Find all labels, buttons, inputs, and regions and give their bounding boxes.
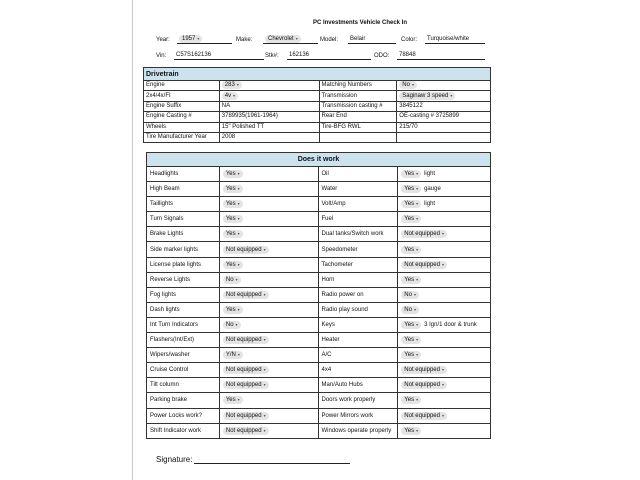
dropdown-chip[interactable] [223,306,243,314]
chevron-down-icon: ▾ [441,231,444,237]
works-row [147,302,491,317]
dropdown-value: 283 [224,82,235,89]
row-label: Oil [318,167,398,182]
row-label: Tire Manufacturer Year [144,132,220,142]
dropdown-value: Yes [404,321,415,328]
select-cell[interactable] [219,408,318,423]
stk-field[interactable]: 162136 [287,51,371,60]
dropdown-value: No [402,82,410,89]
color-label: Color: [401,37,418,43]
dropdown-value: Yes [404,352,415,359]
note-text: 3 Ign/1 door & trunk [424,321,477,328]
select-cell[interactable] [398,272,491,287]
dropdown-chip[interactable] [223,321,241,329]
drivetrain-row [144,91,491,101]
dropdown-chip[interactable] [401,215,421,223]
works-row [147,197,491,212]
select-cell[interactable] [398,333,491,348]
row-label: Engine Suffix [144,101,220,111]
dropdown-chip[interactable] [401,170,421,178]
select-cell[interactable] [397,91,491,101]
select-cell[interactable] [219,257,318,272]
select-cell[interactable] [219,242,318,257]
dropdown-value: Not equipped [225,427,262,434]
chevron-down-icon: ▾ [233,92,236,98]
row-label: Wipers/washer [147,348,220,363]
chevron-down-icon: ▾ [197,36,200,41]
row-label: Power Mirrors work [318,408,398,423]
works-row [147,423,491,438]
dropdown-chip[interactable] [223,427,269,435]
dropdown-chip[interactable] [223,366,269,374]
dropdown-value: Yes [225,186,236,193]
select-cell[interactable] [398,287,491,302]
chevron-down-icon: ▾ [441,382,444,388]
chevron-down-icon: ▾ [441,412,444,418]
select-cell[interactable] [219,212,318,227]
dropdown-chip[interactable] [222,81,242,89]
cell-text: OE-casting # 3725899 [399,113,460,120]
row-label: Rear End [319,112,397,122]
row-label: Windows operate properly [318,423,398,438]
dropdown-chip[interactable] [401,321,421,329]
chevron-down-icon: ▾ [237,261,240,267]
works-row [147,182,491,197]
row-label: Int Turn Indicators [147,317,220,332]
dropdown-value: Not equipped [404,231,440,238]
drivetrain-row [144,81,491,91]
row-label: Headlights [147,167,220,182]
cell-text: 215/70 [399,123,418,130]
select-cell[interactable] [398,363,491,378]
select-cell[interactable] [398,423,491,438]
chevron-down-icon: ▾ [416,216,419,222]
stk-label: Stk#: [265,53,279,59]
row-label: Transmission [319,91,397,101]
odo-field[interactable]: 78848 [397,51,485,60]
select-cell[interactable] [398,408,491,423]
dropdown-value: 4v [224,92,232,99]
dropdown-chip[interactable] [223,185,243,193]
page-left-edge [132,0,133,480]
text-cell [397,101,491,111]
does-it-work-heading: Does it work [147,153,491,167]
chevron-down-icon: ▾ [416,352,419,358]
make-value: Chevrolet [268,36,294,42]
dropdown-value: Yes [225,397,236,404]
vin-label: Vin: [156,53,167,59]
text-cell [397,122,491,132]
model-field[interactable]: Belair [348,35,396,44]
row-label: Transmission casting # [319,101,397,111]
row-label: Reverse Lights [147,272,220,287]
dropdown-value: Yes [225,231,236,238]
select-cell[interactable] [398,242,491,257]
dropdown-value: No [225,321,234,328]
dropdown-chip[interactable] [223,291,269,299]
chevron-down-icon: ▾ [263,367,266,373]
odo-label: ODO: [374,53,390,59]
dropdown-value: Yes [404,201,415,208]
chevron-down-icon: ▾ [416,337,419,343]
row-label: Cruise Control [147,363,220,378]
dropdown-chip[interactable] [223,215,243,223]
dropdown-value: Yes [225,216,236,223]
dropdown-value: No [225,276,234,283]
dropdown-value: Not equipped [225,412,262,419]
cell-text: 15" Polished TT [221,123,265,130]
dropdown-chip[interactable] [223,351,243,359]
dropdown-value: Not equipped [225,291,262,298]
select-cell[interactable] [398,167,491,182]
row-label: Doors work properly [318,393,398,408]
dropdown-value: Not equipped [404,261,440,268]
year-label: Year: [156,37,170,43]
dropdown-chip[interactable] [401,261,447,269]
dropdown-chip[interactable] [401,336,421,344]
dropdown-value: Yes [404,337,415,344]
note-text: light [424,201,436,208]
dropdown-chip[interactable] [223,170,243,178]
row-label: Radio play sound [318,302,398,317]
dropdown-value: Not equipped [225,337,262,344]
row-label: Matching Numbers [319,81,397,91]
select-cell[interactable] [219,363,318,378]
dropdown-value: Yes [404,171,415,178]
drivetrain-row [144,122,491,132]
chevron-down-icon: ▾ [416,427,419,433]
dropdown-chip[interactable] [223,246,269,254]
chevron-down-icon: ▾ [416,246,419,252]
color-field[interactable]: Turquoise/white [425,35,485,44]
dropdown-value: Not equipped [225,367,262,374]
select-cell[interactable] [398,257,491,272]
select-cell[interactable] [219,182,318,197]
row-label: Side marker lights [147,242,220,257]
drivetrain-table [143,67,491,143]
dropdown-value: Yes [404,427,415,434]
chevron-down-icon: ▾ [441,367,444,373]
chevron-down-icon: ▾ [416,171,419,177]
select-cell[interactable] [219,302,318,317]
cell-text: 3789935(1961-1964) [221,113,278,120]
dropdown-chip[interactable] [401,185,421,193]
dropdown-value: Yes [225,171,236,178]
dropdown-value: Yes [404,276,415,283]
chevron-down-icon: ▾ [416,397,419,403]
select-cell[interactable] [219,348,318,363]
dropdown-chip[interactable] [401,246,421,254]
dropdown-chip[interactable] [223,230,243,238]
dropdown-value: Yes [404,186,415,193]
chevron-down-icon: ▾ [416,276,419,282]
chevron-down-icon: ▾ [237,231,240,237]
row-label: 4x4 [318,363,398,378]
chevron-down-icon: ▾ [416,321,419,327]
chevron-down-icon: ▾ [413,291,416,297]
select-cell[interactable] [219,167,318,182]
chevron-down-icon: ▾ [263,337,266,343]
row-label: Heater [318,333,398,348]
dropdown-chip[interactable] [223,261,243,269]
dropdown-chip[interactable] [401,230,447,238]
select-cell[interactable] [219,287,318,302]
works-row [147,393,491,408]
row-label: Parking brake [147,393,220,408]
drivetrain-row [144,132,491,142]
select-cell[interactable] [219,333,318,348]
chevron-down-icon: ▾ [263,412,266,418]
dropdown-chip[interactable] [401,427,421,435]
select-cell[interactable] [398,393,491,408]
model-label: Model: [320,37,339,43]
row-label: Tilt column [147,378,220,393]
dropdown-value: Yes [404,246,415,253]
dropdown-value: No [404,306,412,313]
dropdown-chip[interactable] [401,291,419,299]
cell-text: 2008 [221,134,236,141]
year-value: 1957 [182,36,196,42]
signature-label: Signature: [156,455,193,464]
chevron-down-icon: ▾ [237,397,240,403]
dropdown-chip[interactable] [401,381,447,389]
select-cell[interactable] [219,393,318,408]
chevron-down-icon: ▾ [235,276,238,282]
works-row [147,272,491,287]
chevron-down-icon: ▾ [263,246,266,252]
row-label: License plate lights [147,257,220,272]
cell-text: NA [221,102,231,109]
row-label: Turn Signals [147,212,220,227]
row-label: Radio power on [318,287,398,302]
chevron-down-icon: ▾ [416,186,419,192]
chevron-down-icon: ▾ [237,216,240,222]
chevron-down-icon: ▾ [237,201,240,207]
select-cell[interactable] [398,302,491,317]
select-cell[interactable] [398,182,491,197]
chevron-down-icon: ▾ [450,92,453,98]
dropdown-value: Not equipped [404,382,440,389]
chevron-down-icon: ▾ [237,171,240,177]
row-label: Fuel [318,212,398,227]
chevron-down-icon: ▾ [235,321,238,327]
works-row [147,363,491,378]
row-label: Tachometer [318,257,398,272]
dropdown-value: Yes [225,306,236,313]
select-cell[interactable] [398,212,491,227]
row-label: 2x4/4x/FI [144,91,220,101]
row-label: Brake Lights [147,227,220,242]
select-cell[interactable] [219,227,318,242]
row-label: Fog lights [147,287,220,302]
dropdown-value: Saginaw 3 speed [402,92,449,99]
select-cell[interactable] [219,197,318,212]
select-cell[interactable] [397,81,491,91]
dropdown-chip[interactable] [223,276,241,284]
note-text: gauge [424,186,441,193]
signature-line[interactable] [194,456,350,464]
does-it-work-table [146,152,491,439]
row-label: Volt/Amp [318,197,398,212]
row-label: Tire-BFG RWL [319,122,397,132]
row-label: Keys [318,317,398,332]
row-label: Shift Indicator work [147,423,220,438]
chevron-down-icon: ▾ [237,306,240,312]
dropdown-value: Not equipped [404,367,440,374]
works-row [147,167,491,182]
works-row [147,408,491,423]
chevron-down-icon: ▾ [236,82,239,88]
works-row [147,317,491,332]
row-label: High Beam [147,182,220,197]
drivetrain-heading: Drivetrain [144,68,491,81]
chevron-down-icon: ▾ [263,291,266,297]
dropdown-chip[interactable] [223,336,269,344]
cell-text: 3845122 [399,102,423,109]
make-label: Make: [236,37,253,43]
select-cell[interactable] [398,317,491,332]
dropdown-value: Yes [404,216,415,223]
dropdown-value: Not equipped [225,382,262,389]
dropdown-chip[interactable] [223,381,269,389]
drivetrain-row [144,101,491,111]
works-row [147,333,491,348]
row-label: Speedometer [318,242,398,257]
select-cell[interactable] [219,423,318,438]
works-row [147,348,491,363]
text-cell [397,132,491,142]
select-cell[interactable] [398,348,491,363]
dropdown-value: Yes [225,261,236,268]
row-label: Engine Casting # [144,112,220,122]
row-label: Wheels [144,122,220,132]
chevron-down-icon: ▾ [263,427,266,433]
text-cell [219,112,319,122]
select-cell[interactable] [219,378,318,393]
dropdown-chip[interactable] [401,351,421,359]
dropdown-value: Y/N [225,352,236,359]
row-label: Taillights [147,197,220,212]
dropdown-chip[interactable] [222,92,238,100]
dropdown-chip[interactable] [401,366,447,374]
dropdown-chip[interactable] [401,306,419,314]
text-cell [219,122,319,132]
dropdown-chip[interactable] [401,276,421,284]
chevron-down-icon: ▾ [263,382,266,388]
dropdown-chip[interactable] [401,200,421,208]
note-text: light [424,171,436,178]
signature-row [156,455,350,464]
row-label: A/C [318,348,398,363]
works-row [147,378,491,393]
chevron-down-icon: ▾ [237,186,240,192]
dropdown-value: Yes [404,397,415,404]
select-cell[interactable] [398,378,491,393]
row-label: Man/Auto Hubs [318,378,398,393]
dropdown-chip[interactable] [401,412,447,420]
chevron-down-icon: ▾ [237,352,240,358]
row-label: Flashers(Int/Ext) [147,333,220,348]
dropdown-chip[interactable] [223,200,243,208]
dropdown-value: Yes [225,201,236,208]
text-cell [397,112,491,122]
dropdown-chip[interactable] [399,92,455,100]
dropdown-chip[interactable] [399,81,417,89]
row-label: Dash lights [147,302,220,317]
dropdown-value: Not equipped [404,412,440,419]
works-row [147,287,491,302]
works-row [147,257,491,272]
row-label: Horn [318,272,398,287]
chevron-down-icon: ▾ [441,261,444,267]
select-cell[interactable] [219,272,318,287]
chevron-down-icon: ▾ [411,82,414,88]
chevron-down-icon: ▾ [416,201,419,207]
select-cell[interactable] [219,81,319,91]
works-row [147,212,491,227]
vin-field[interactable]: C57S162136 [174,51,264,60]
select-cell[interactable] [219,317,318,332]
select-cell[interactable] [398,227,491,242]
works-row [147,242,491,257]
make-field[interactable] [263,35,318,44]
row-label: Dual tanks/Switch work [318,227,398,242]
select-cell[interactable] [219,91,319,101]
row-label [319,132,397,142]
dropdown-value: Not equipped [225,246,262,253]
text-cell [219,132,319,142]
row-label: Engine [144,81,220,91]
year-field[interactable] [177,35,232,44]
row-label: Water [318,182,398,197]
drivetrain-row [144,112,491,122]
document-title: PC Investments Vehicle Check In [312,20,408,26]
chevron-down-icon: ▾ [295,36,298,41]
text-cell [219,101,319,111]
chevron-down-icon: ▾ [413,306,416,312]
dropdown-chip[interactable] [401,396,421,404]
row-label: Power Locks work? [147,408,220,423]
dropdown-chip[interactable] [223,396,243,404]
dropdown-value: No [404,291,412,298]
dropdown-chip[interactable] [223,412,269,420]
select-cell[interactable] [398,197,491,212]
works-row [147,227,491,242]
